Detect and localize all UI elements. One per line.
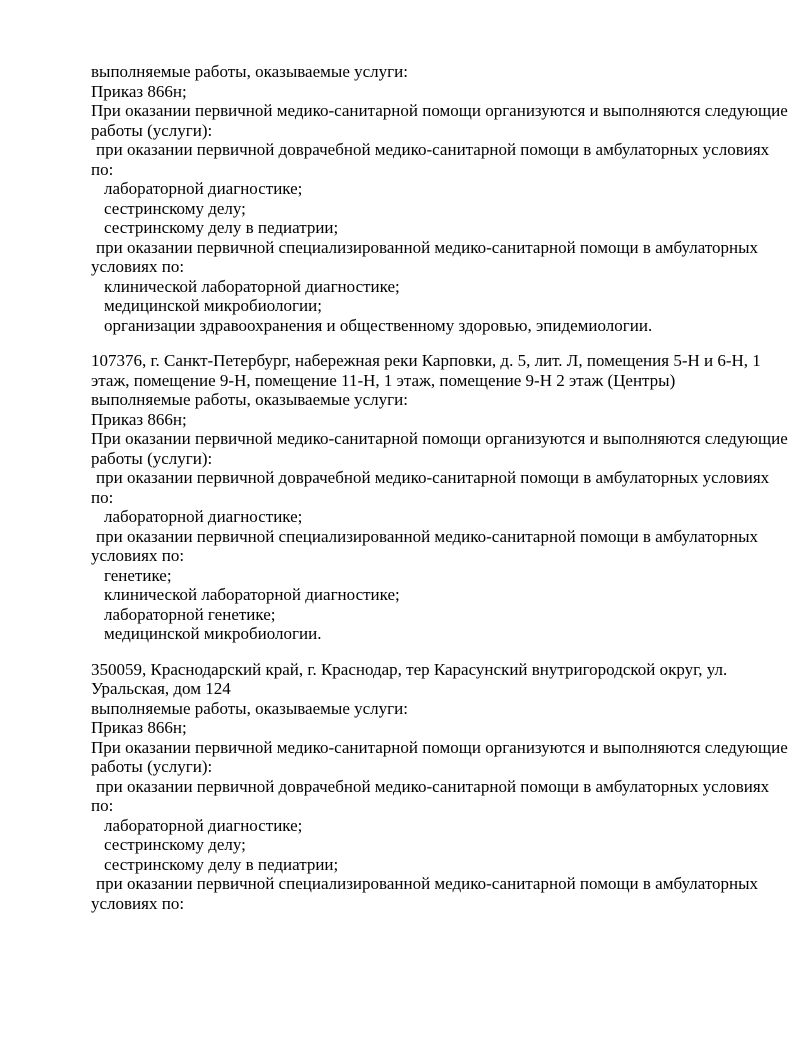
text-line: выполняемые работы, оказываемые услуги: xyxy=(91,390,408,409)
text-line: клинической лабораторной диагностике; xyxy=(104,276,400,296)
text-line: генетике; xyxy=(104,565,172,585)
text-line: сестринскому делу в педиатрии; xyxy=(104,854,339,874)
text-line: при оказании первичной специализированной медико-санитарной помощи в амбулаторных xyxy=(96,237,759,257)
text-line: выполняемые работы, оказываемые услуги: xyxy=(91,698,408,718)
text-line: лабораторной генетике; xyxy=(104,604,276,624)
text-line: Приказ 866н; xyxy=(91,718,187,737)
text-line: условиях по: xyxy=(91,546,185,565)
text-line: условиях по: xyxy=(91,257,185,276)
text-line: этаж, помещение 9-Н, помещение 11-Н, 1 этаж, помещение 9-Н 2 этаж (Центры) xyxy=(91,370,676,390)
text-line: при оказании первичной доврачебной медико-санитарной помощи в амбулаторных условиях xyxy=(96,776,770,796)
services-block-3 xyxy=(91,659,788,914)
text-line: При оказании первичной медико-санитарной помощи организуются и выполняются следующие xyxy=(91,737,788,757)
text-line: сестринскому делу; xyxy=(104,198,246,218)
services-block-1 xyxy=(91,62,788,335)
text-line: лабораторной диагностике; xyxy=(104,507,303,526)
text-line: при оказании первичной специализированной медико-санитарной помощи в амбулаторных xyxy=(96,874,759,893)
text-line: по: xyxy=(91,796,114,815)
text-line: Приказ 866н; xyxy=(91,409,187,429)
text-line: при оказании первичной доврачебной медико-санитарной помощи в амбулаторных условиях xyxy=(96,468,770,487)
text-line: При оказании первичной медико-санитарной помощи организуются и выполняются следующие xyxy=(91,101,788,120)
text-line: выполняемые работы, оказываемые услуги: xyxy=(91,62,408,81)
text-line: лабораторной диагностике; xyxy=(104,815,303,835)
text-line: лабораторной диагностике; xyxy=(104,179,303,198)
text-line: по: xyxy=(91,487,114,507)
services-block-2 xyxy=(91,351,788,644)
text-line: клинической лабораторной диагностике; xyxy=(104,585,400,604)
text-line: 350059, Краснодарский край, г. Краснодар, тер Карасунский внутригородской округ, ул. xyxy=(91,659,728,679)
text-line: Приказ 866н; xyxy=(91,81,187,101)
text-line: работы (услуги): xyxy=(91,448,213,468)
text-line: 107376, г. Санкт-Петербург, набережная реки Карповки, д. 5, лит. Л, помещения 5-Н и 6-Н, 1 xyxy=(91,351,761,370)
text-line: организации здравоохранения и общественному здоровью, эпидемиологии. xyxy=(104,315,653,335)
text-line: медицинской микробиологии. xyxy=(104,624,322,643)
text-line: при оказании первичной доврачебной медико-санитарной помощи в амбулаторных условиях xyxy=(96,140,770,159)
text-line: сестринскому делу в педиатрии; xyxy=(104,218,339,237)
text-line: работы (услуги): xyxy=(91,120,213,140)
text-line: медицинской микробиологии; xyxy=(104,296,322,315)
text-line: по: xyxy=(91,159,114,179)
text-line: сестринскому делу; xyxy=(104,835,246,854)
text-line: Уральская, дом 124 xyxy=(91,679,231,698)
text-line: при оказании первичной специализированной медико-санитарной помощи в амбулаторных xyxy=(96,526,759,546)
text-line: При оказании первичной медико-санитарной помощи организуются и выполняются следующие xyxy=(91,429,788,448)
text-line: работы (услуги): xyxy=(91,757,213,776)
text-line: условиях по: xyxy=(91,893,185,913)
